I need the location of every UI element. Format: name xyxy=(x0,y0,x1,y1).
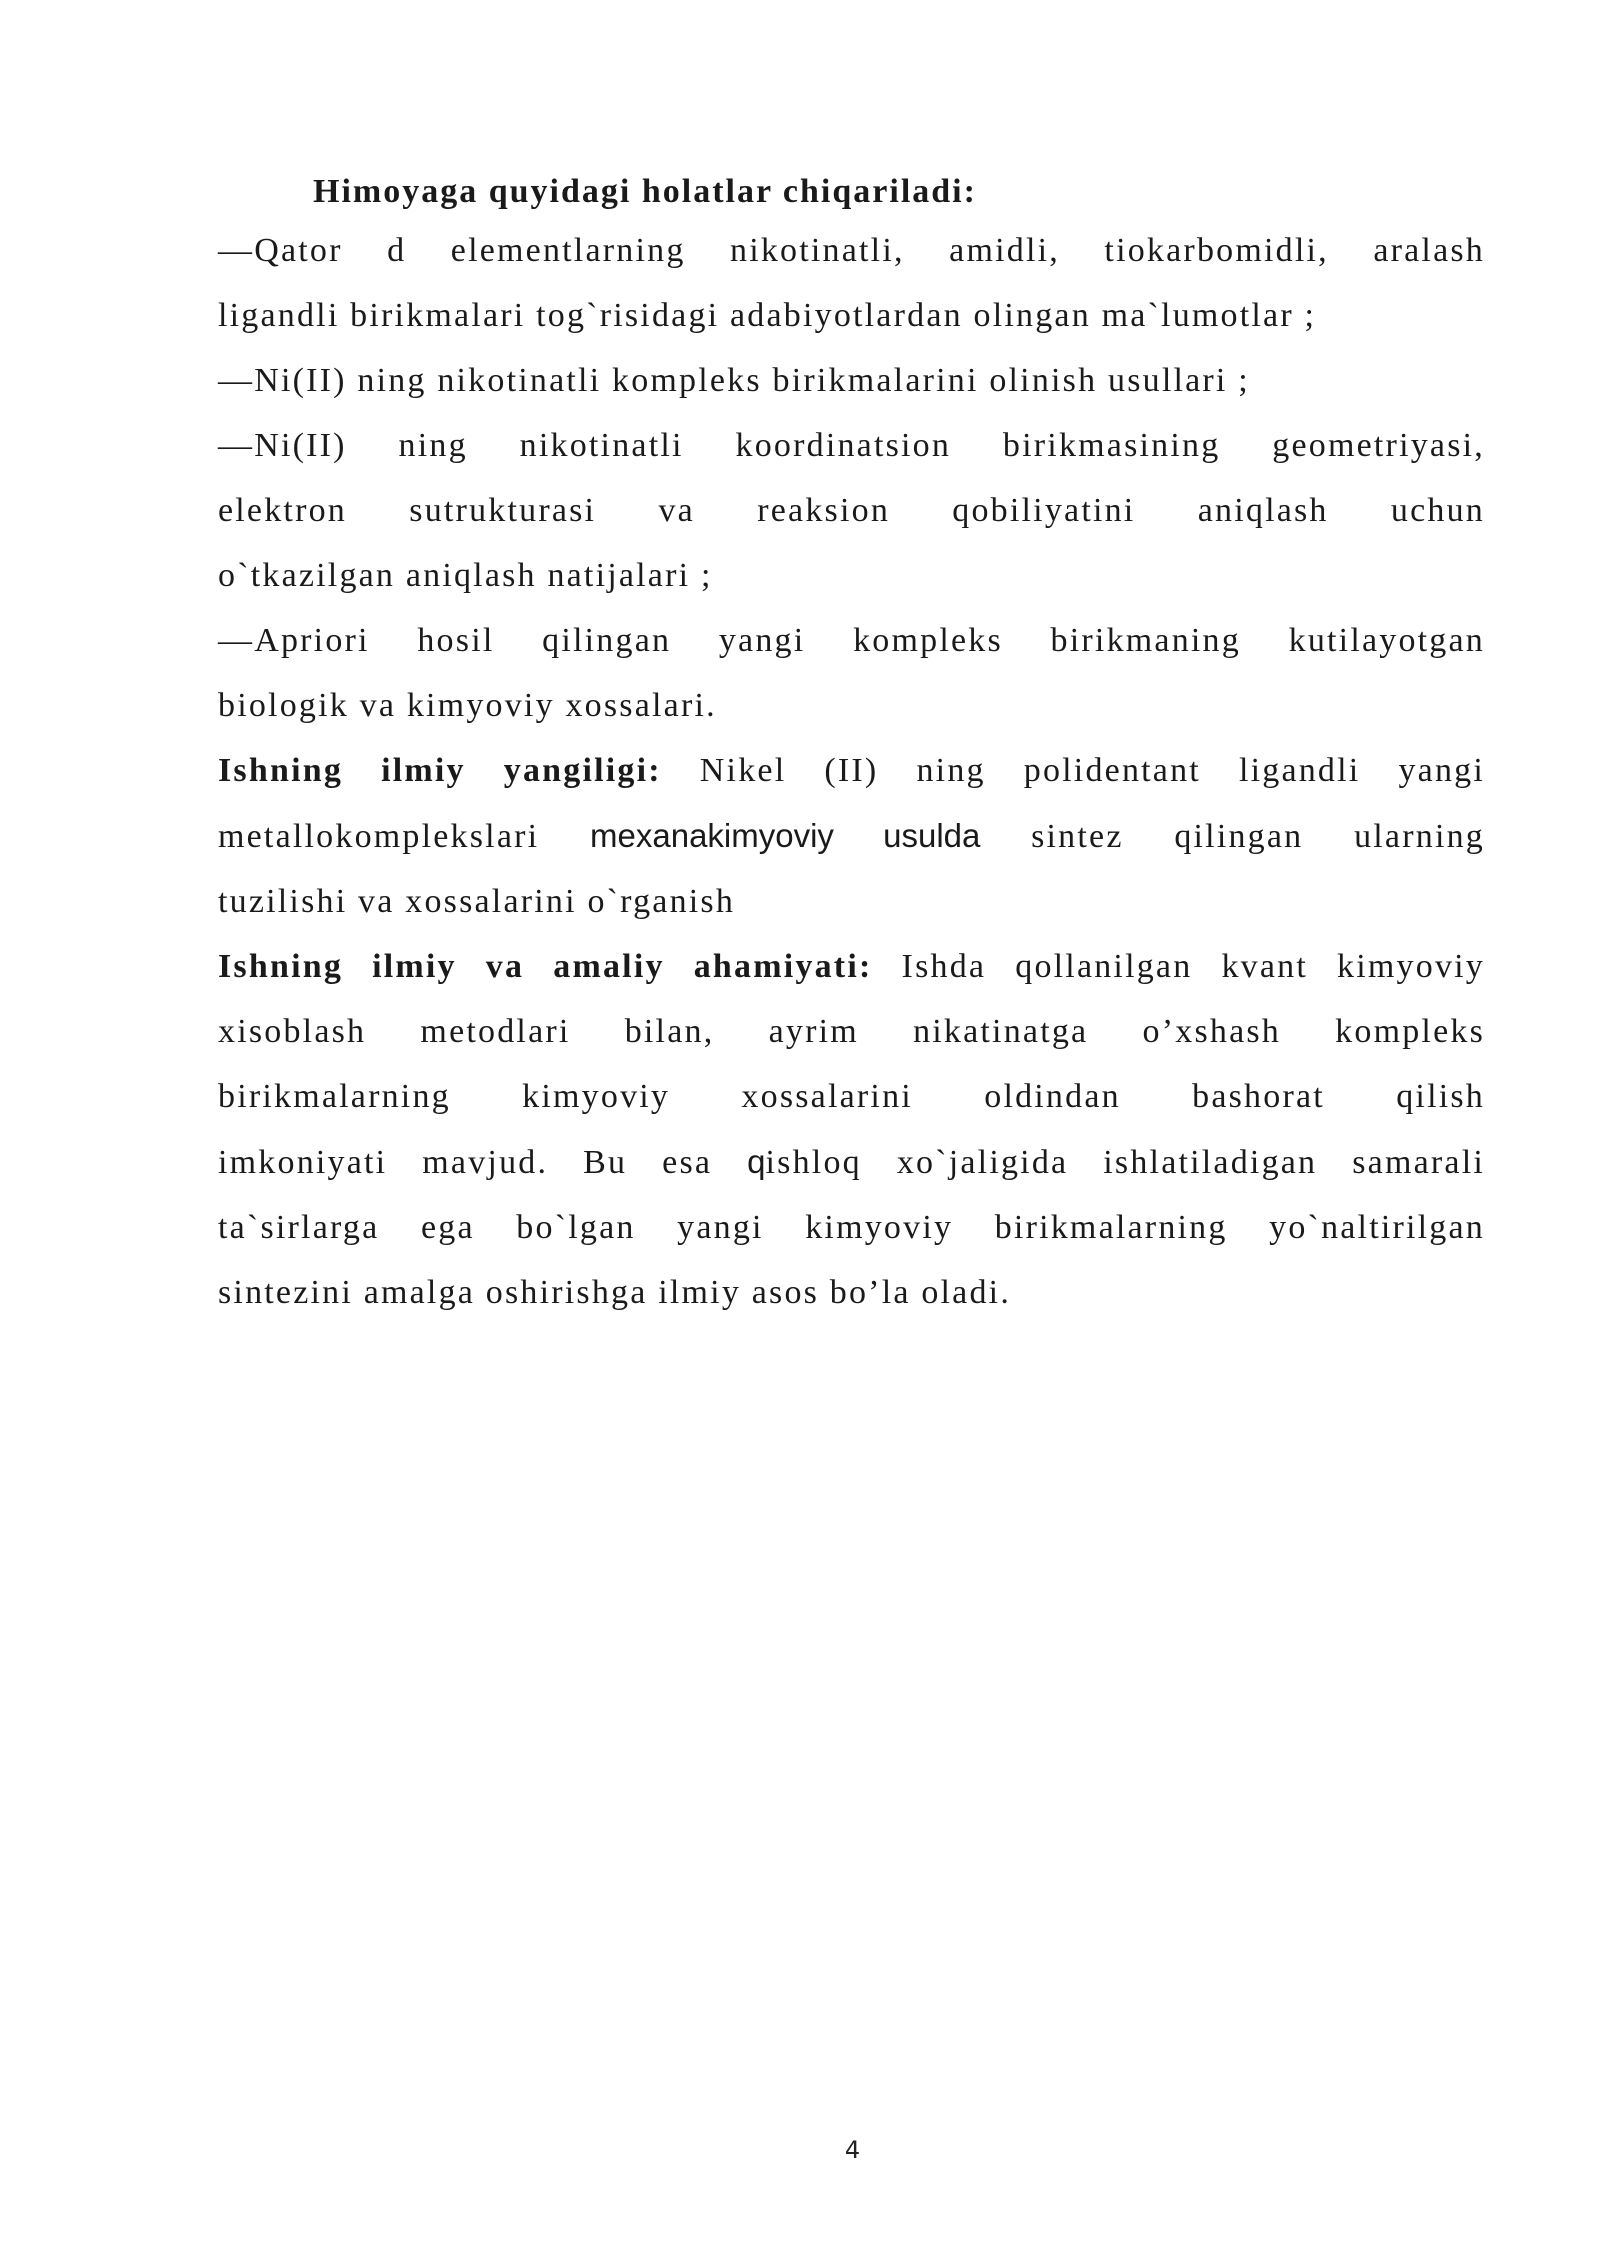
significance-line-1 xyxy=(218,934,1485,999)
significance-line-4-part-1: imkoniyati mavjud. Bu esa xyxy=(218,1144,748,1181)
novelty-paragraph xyxy=(218,738,1485,934)
novelty-line-1 xyxy=(218,738,1485,803)
list-item-2-line-1: —Ni(II) ning nikotinatli kompleks birikmalarini olinish usullari ; xyxy=(218,362,1250,399)
list-item-4-line-2: biologik va kimyoviy xossalari. xyxy=(218,687,717,724)
novelty-label: Ishning ilmiy yangiligi: xyxy=(218,752,662,789)
list-item-4-line-1: —Apriori hosil qilingan yangi kompleks birikmaning kutilayotgan xyxy=(218,622,1485,659)
page-number: 4 xyxy=(844,2136,861,2164)
novelty-line-2-part-2: mexanakimyoviy usulda xyxy=(590,817,981,854)
list-item-1 xyxy=(218,218,1485,348)
significance-line-4 xyxy=(218,1129,1485,1195)
list-item-3-line-3: o`tkazilgan aniqlash natijalari ; xyxy=(218,557,713,594)
significance-paragraph xyxy=(218,934,1485,1325)
significance-line-1-text: Ishda qollanilgan kvant kimyoviy xyxy=(872,948,1485,985)
list-item-4 xyxy=(218,608,1485,738)
novelty-line-1-text: Nikel (II) ning polidentant ligandli yangi xyxy=(661,752,1485,789)
significance-label: Ishning ilmiy va amaliy ahamiyati: xyxy=(218,948,873,985)
significance-line-3: birikmalarning kimyoviy xossalarini oldindan bashorat qilish xyxy=(218,1078,1485,1115)
novelty-line-2 xyxy=(218,803,1485,869)
novelty-line-2-part-1: metallokomplekslari xyxy=(218,818,591,855)
significance-line-2: xisoblash metodlari bilan, ayrim nikatinatga o’xshash kompleks xyxy=(218,1013,1485,1050)
list-item-1-line-2: ligandli birikmalari tog`risidagi adabiyotlardan olingan ma`lumotlar ; xyxy=(218,297,1317,334)
list-item-3-line-1: —Ni(II) ning nikotinatli koordinatsion birikmasining geometriyasi, xyxy=(218,427,1485,464)
section-heading: Himoyaga quyidagi holatlar chiqariladi: xyxy=(313,173,977,210)
significance-line-6: sintezini amalga oshirishga ilmiy asos bo’la oladi. xyxy=(218,1274,1012,1311)
novelty-line-2-part-3: sintez qilingan ularning xyxy=(980,818,1485,855)
list-item-3-line-2: elektron sutrukturasi va reaksion qobiliyatini aniqlash uchun xyxy=(218,492,1485,529)
significance-line-4-part-2: q xyxy=(747,1143,766,1180)
list-item-2 xyxy=(218,348,1485,413)
significance-line-5: ta`sirlarga ega bo`lgan yangi kimyoviy birikmalarning yo`naltirilgan xyxy=(218,1209,1485,1246)
novelty-line-3: tuzilishi va xossalarini o`rganish xyxy=(218,883,736,920)
list-item-3 xyxy=(218,413,1485,608)
significance-line-4-part-3: ishloq xo`jaligida ishlatiladigan samarali xyxy=(765,1144,1485,1181)
list-item-1-line-1: —Qator d elementlarning nikotinatli, amidli, tiokarbomidli, aralash xyxy=(218,232,1485,269)
document-page xyxy=(218,166,1485,1325)
